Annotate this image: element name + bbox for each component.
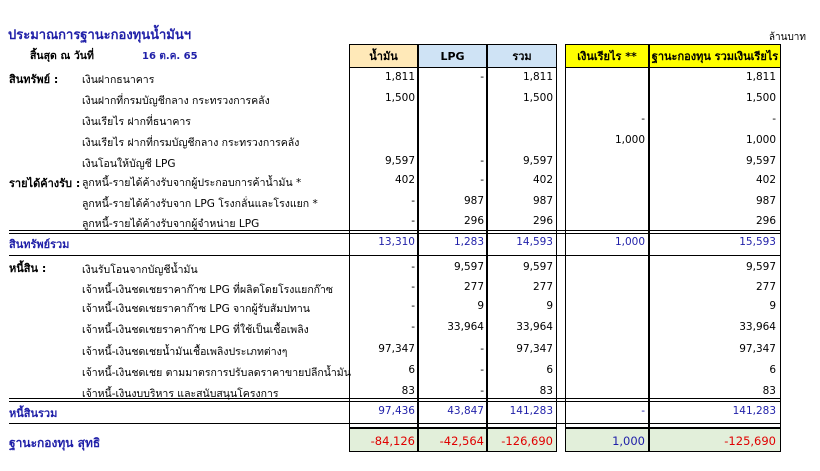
total-liabilities-sum: 141,283 [509, 405, 553, 417]
cell-lpg: - [480, 385, 484, 397]
total-liabilities-bottom-line [9, 423, 781, 424]
row-label: เงินโอนให้บัญชี LPG [82, 158, 176, 170]
cell-lpg: 296 [463, 215, 484, 227]
cell-lpg: 33,964 [447, 321, 484, 333]
cell-oil: - [411, 261, 415, 273]
row-label: เจ้าหนี้-เงินชดเชยราคาก๊าซ LPG จากผู้รับสัมปทาน [82, 303, 310, 315]
cell-total: 6 [769, 364, 776, 376]
total-liabilities-lpg: 43,847 [447, 405, 484, 417]
cell-oil: 1,500 [384, 92, 415, 104]
cell-sum: 402 [532, 174, 553, 186]
row-label: ลูกหนี้-รายได้ค้างรับจากผู้ประกอบการค้าน้ำมัน * [82, 177, 302, 189]
row-label: เงินฝากธนาคาร [82, 74, 155, 86]
total-assets-total: 15,593 [739, 236, 776, 248]
net-loan: 1,000 [612, 434, 645, 448]
net-total: -125,690 [724, 434, 776, 448]
cell-oil: - [411, 321, 415, 333]
cell-lpg: 9,597 [453, 261, 484, 273]
cell-total: 1,000 [745, 134, 776, 146]
cell-lpg: - [480, 364, 484, 376]
cell-lpg: - [480, 174, 484, 186]
cell-total: 33,964 [739, 321, 776, 333]
cell-lpg: 9 [477, 300, 484, 312]
header-total: ฐานะกองทุน รวมเงินเรียไร [649, 44, 781, 68]
section-liabilities: หนี้สิน : [9, 262, 47, 275]
cell-lpg: - [480, 155, 484, 167]
row-label: เจ้าหนี้-เงินงบบริหาร และสนับสนุนโครงการ [82, 388, 279, 400]
cell-total: 9 [769, 300, 776, 312]
row-label: เงินเรียไร ฝากที่กรมบัญชีกลาง กระทรวงการคลัง [82, 137, 300, 149]
page-title: ประมาณการฐานะกองทุนน้ำมันฯ [8, 28, 192, 43]
cell-lpg: 277 [463, 281, 484, 293]
cell-sum: 83 [539, 385, 553, 397]
cell-total: 987 [755, 195, 776, 207]
header-oil: น้ำมัน [349, 44, 418, 68]
date-label: สิ้นสุด ณ วันที่ [30, 50, 94, 62]
section-assets: สินทรัพย์ : [9, 73, 59, 86]
cell-sum: 9,597 [522, 155, 553, 167]
date-value: 16 ต.ค. 65 [142, 51, 198, 62]
cell-sum: 9,597 [522, 261, 553, 273]
row-label: เงินรับโอนจากบัญชีน้ำมัน [82, 264, 198, 276]
cell-total: 296 [755, 215, 776, 227]
cell-oil: - [411, 300, 415, 312]
cell-oil: 402 [394, 174, 415, 186]
row-label: เจ้าหนี้-เงินชดเชยน้ำมันเชื้อเพลิงประเภทต่างๆ [82, 346, 288, 358]
cell-total: 9,597 [745, 155, 776, 167]
cell-loan: 1,000 [614, 134, 645, 146]
total-assets-bottom-line [9, 255, 781, 256]
cell-sum: 33,964 [516, 321, 553, 333]
cell-loan: - [641, 113, 645, 125]
cell-oil: - [411, 215, 415, 227]
row-label: ลูกหนี้-รายได้ค้างรับจากผู้จำหน่าย LPG [82, 218, 260, 230]
cell-sum: 987 [532, 195, 553, 207]
section-total-liabilities: หนี้สินรวม [9, 407, 58, 420]
net-sum: -126,690 [501, 434, 553, 448]
total-assets-lpg: 1,283 [453, 236, 484, 248]
total-liabilities-oil: 97,436 [378, 405, 415, 417]
header-sum: รวม [487, 44, 557, 68]
cell-sum: 97,347 [516, 343, 553, 355]
net-lpg: -42,564 [439, 434, 484, 448]
total-assets-sum: 14,593 [516, 236, 553, 248]
cell-sum: 1,500 [522, 92, 553, 104]
section-total-assets: สินทรัพย์รวม [9, 238, 70, 251]
cell-total: 402 [755, 174, 776, 186]
unit-label: ล้านบาท [768, 32, 806, 43]
row-label: ลูกหนี้-รายได้ค้างรับจาก LPG โรงกลั่นและโรงแยก * [82, 198, 318, 210]
cell-sum: 296 [532, 215, 553, 227]
total-liabilities-loan: - [641, 405, 645, 417]
cell-sum: 277 [532, 281, 553, 293]
net-oil: -84,126 [370, 434, 415, 448]
total-liabilities-total: 141,283 [732, 405, 776, 417]
row-label: เจ้าหนี้-เงินชดเชยราคาก๊าซ LPG ที่ใช้เป็นเชื้อเพลิง [82, 324, 309, 336]
cell-lpg: - [480, 71, 484, 83]
total-assets-oil: 13,310 [378, 236, 415, 248]
cell-oil: - [411, 195, 415, 207]
header-lpg: LPG [418, 44, 487, 68]
section-net: ฐานะกองทุน สุทธิ [9, 436, 101, 450]
header-loan: เงินเรียไร ** [565, 44, 649, 68]
cell-oil: 1,811 [384, 71, 415, 83]
cell-oil: 97,347 [378, 343, 415, 355]
cell-total: 83 [762, 385, 776, 397]
row-label: เจ้าหนี้-เงินชดเชย ตามมาตรการปรับลดราคาขายปลีกน้ำมัน [82, 367, 351, 379]
cell-total: 277 [755, 281, 776, 293]
cell-total: 9,597 [745, 261, 776, 273]
cell-sum: 6 [546, 364, 553, 376]
cell-lpg: 987 [463, 195, 484, 207]
cell-oil: 6 [408, 364, 415, 376]
cell-oil: 83 [401, 385, 415, 397]
cell-total: 1,500 [745, 92, 776, 104]
cell-total: 1,811 [745, 71, 776, 83]
cell-oil: - [411, 281, 415, 293]
cell-sum: 1,811 [522, 71, 553, 83]
cell-total: 97,347 [739, 343, 776, 355]
cell-lpg: - [480, 343, 484, 355]
total-assets-loan: 1,000 [614, 236, 645, 248]
cell-total: - [772, 113, 776, 125]
cell-sum: 9 [546, 300, 553, 312]
row-label: เงินฝากที่กรมบัญชีกลาง กระทรวงการคลัง [82, 95, 270, 107]
cell-oil: 9,597 [384, 155, 415, 167]
section-receivables: รายได้ค้างรับ : [9, 177, 81, 190]
row-label: เจ้าหนี้-เงินชดเชยราคาก๊าซ LPG ที่ผลิตโดยโรงแยกก๊าซ [82, 284, 334, 296]
row-label: เงินเรียไร ฝากที่ธนาคาร [82, 116, 191, 128]
